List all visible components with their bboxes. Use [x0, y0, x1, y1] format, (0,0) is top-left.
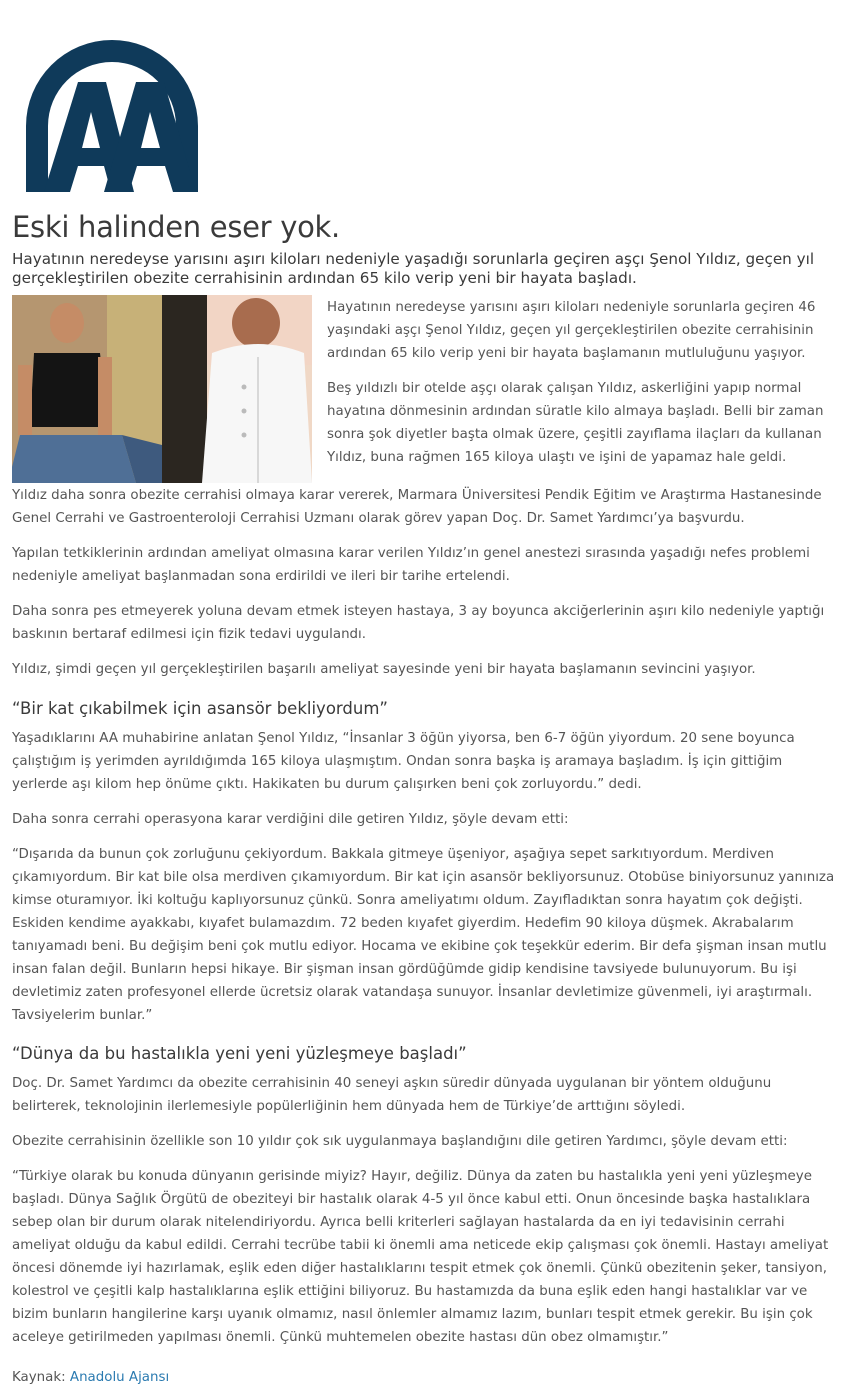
- paragraph: Yapılan tetkiklerinin ardından ameliyat olmasına karar verilen Yıldız’ın genel anestezi sırasında yaşadığı nefes problemi nedeniyle ameliyat başlanmadan sona erdirildi ve ileri bir tarihe ertelendi.: [12, 546, 810, 584]
- paragraph: “Dışarıda da bunun çok zorluğunu çekiyordum. Bakkala gitmeye üşeniyor, aşağıya sepet sarkıtıyordum. Merdiven çıkamıyordum. Bir kat bile olsa merdiven çıkamıyordum. Bir kat için asansör bekliyorsunuz. Otobüse biniyorsunuz yanınıza kimse oturamıyor. İki koltuğu kaplıyorsunuz çünkü. Sonra ameliyatımı oldum. Zayıfladıktan sonra hayatım çok değişti. Eskiden kendime ayakkabı, kıyafet bulamazdım. 72 beden kıyafet giyerdim. Hedefim 90 kiloya düşmek. Akrabalarım tanıyamadı beni. Bu değişim beni çok mutlu ediyor. Hocama ve ekibine çok teşekkür ederim. Bir defa şişman insan mutlu insan falan değil. Bunların hepsi hikaye. Bir şişman insan gördüğümde gidip kendisine tavsiyede bulunuyorum. Bu işi devletimiz zaten profesyonel ellerde ücretsiz olarak vatandaşa sunuyor. İnsanlar devletimize güvenmeli, iyi araştırmalı. Tavsiyelerim bunlar.”: [12, 847, 835, 1023]
- source-link[interactable]: Anadolu Ajansı: [69, 1370, 170, 1385]
- source-label: Kaynak:: [12, 1370, 66, 1385]
- article-intro: [327, 296, 842, 481]
- section-heading: “Dünya da bu hastalıkla yeni yeni yüzleşmeye başladı”: [12, 1044, 467, 1063]
- section-heading: “Bir kat çıkabilmek için asansör bekliyordum”: [12, 699, 388, 718]
- paragraph: Obezite cerrahisinin özellikle son 10 yıldır çok sık uygulanmaya başlandığını dile getiren Yardımcı, şöyle devam etti:: [12, 1134, 788, 1149]
- article-lead: Hayatının neredeyse yarısını aşırı kiloları nedeniyle yaşadığı sorunlarla geçiren aşçı Şenol Yıldız, geçen yıl gerçekleştirilen obezite cerrahisinin ardından 65 kilo verip yeni bir hayata başladı.: [12, 250, 815, 287]
- before-after-photo: [12, 295, 312, 483]
- paragraph: Doç. Dr. Samet Yardımcı da obezite cerrahisinin 40 seneyi aşkın süredir dünyada uygulanan bir yöntem olduğunu belirterek, teknolojinin ilerlemesiyle popülerliğinin hem dünyada hem de Türkiye’de arttığını söyledi.: [12, 1076, 772, 1114]
- paragraph: Yıldız daha sonra obezite cerrahisi olmaya karar vererek, Marmara Üniversitesi Pendik Eğitim ve Araştırma Hastanesinde Genel Cerrahi ve Gastroenteroloji Cerrahisi Uzmanı olarak görev yapan Doç. Dr. Samet Yardımcı’ya başvurdu.: [12, 488, 822, 526]
- aa-logo: [12, 26, 212, 194]
- paragraph: Yaşadıklarını AA muhabirine anlatan Şenol Yıldız, “İnsanlar 3 öğün yiyorsa, ben 6-7 öğün yiyordum. 20 sene boyunca çalıştığım iş yerimden ayrıldığımda 165 kiloya ulaşmıştım. Ondan sonra başka iş aramaya başladım. İş için gittiğim yerlerde aşı kilom hep önüme çıktı. Hakikaten bu durum çalışırken beni çok zorluyordu.” dedi.: [12, 731, 795, 792]
- article-body: [12, 484, 842, 693]
- paragraph: Beş yıldızlı bir otelde aşçı olarak çalışan Yıldız, askerliğini yapıp normal hayatına dönmesinin ardından süratle kilo almaya başladı. Belli bir zaman sonra şok diyetler başta olmak üzere, çeşitli zayıflama ilaçları da kullanan Yıldız, buna rağmen 165 kiloya ulaştı ve işini de yapamaz hale geldi.: [327, 381, 824, 465]
- paragraph: Daha sonra pes etmeyerek yoluna devam etmek isteyen hastaya, 3 ay boyunca akciğerlerinin aşırı kilo nedeniyle yaptığı baskının bertaraf edilmesi için fizik tedavi uygulandı.: [12, 604, 825, 642]
- article-section-1: [12, 697, 842, 1039]
- paragraph: Daha sonra cerrahi operasyona karar verdiğini dile getiren Yıldız, şöyle devam etti:: [12, 812, 569, 827]
- paragraph: Yıldız, şimdi geçen yıl gerçekleştirilen başarılı ameliyat sayesinde yeni bir hayata başlamanın sevincini yaşıyor.: [12, 662, 756, 677]
- article-section-2: [12, 1042, 842, 1361]
- paragraph: “Türkiye olarak bu konuda dünyanın gerisinde miyiz? Hayır, değiliz. Dünya da zaten bu hastalıkla yeni yeni yüzleşmeye başladı. Dünya Sağlık Örgütü de obeziteyi bir hastalık olarak 4-5 yıl önce kabul etti. Onun öncesinde başka hastalıklara sebep olan bir durum olarak nitelendiriyordu. Ayrıca belli kriterleri sağlayan hastalarda da en iyi tedavisinin cerrahi ameliyat olduğu da kabul edildi. Cerrahi tecrübe tabii ki önemli ama neticede ekip çalışması çok önemli. Hastayı ameliyat öncesi dönemde iyi hazırlamak, eşlik eden diğer hastalıklarını tespit etmek çok önemli. Çünkü obezitenin şeker, tansiyon, kolestrol ve çeşitli kalp hastalıklarına eşlik ettiğini biliyoruz. Bu hastamızda da buna eşlik eden hangi hastalıklar var ve bizim bunların hangilerine karşı uyanık olmamız, nasıl önlemler almamız lazım, bunları tespit etmek gerekir. Bu işin çok aceleye getirilmeden yapılması önemli. Çünkü muhtemelen obezite hastası dün obez olmamıştır.”: [12, 1169, 829, 1345]
- article-title: Eski halinden eser yok.: [12, 210, 340, 244]
- article-source: [12, 1366, 842, 1389]
- paragraph: Hayatının neredeyse yarısını aşırı kiloları nedeniyle sorunlarla geçiren 46 yaşındaki aşçı Şenol Yıldız, geçen yıl gerçekleştirilen obezite cerrahisinin ardından 65 kilo verip yeni bir hayata başlamanın mutluluğunu yaşıyor.: [327, 300, 816, 361]
